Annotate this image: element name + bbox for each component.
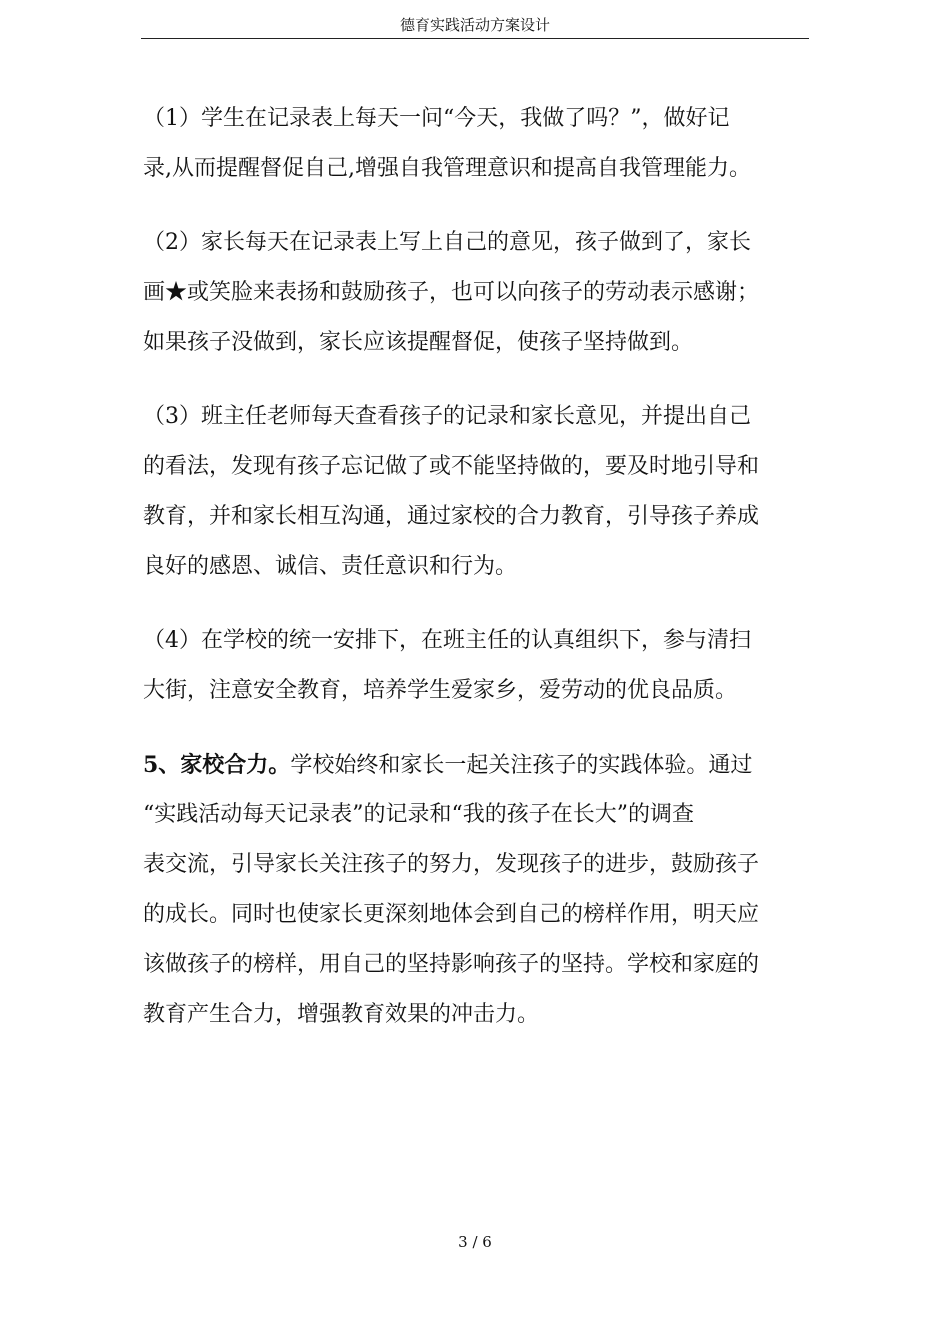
text-line: 教育，并和家长相互沟通，通过家校的合力教育，引导孩子养成 [143, 504, 760, 529]
text-line: 该做孩子的榜样，用自己的坚持影响孩子的坚持。学校和家庭的 [143, 952, 760, 977]
text-line [143, 740, 815, 790]
page-number: 3 / 6 [458, 1233, 492, 1251]
text-line: 的成长。同时也使家长更深刻地体会到自己的榜样作用，明天应 [143, 902, 760, 927]
page-header-title: 德育实践活动方案设计 [399, 16, 550, 34]
text-line: 良好的感恩、诚信、责任意识和行为。 [143, 554, 518, 579]
section-heading: 5、家校合力。 [143, 752, 291, 778]
text-run: 学校始终和家长一起关注孩子的实践体验。通过 [290, 753, 753, 778]
text-line: 教育产生合力，增强教育效果的冲击力。 [143, 1002, 540, 1027]
paragraph-2 [143, 218, 815, 368]
paragraph-5 [143, 740, 815, 1040]
text-line: “实践活动每天记录表”的记录和“我的孩子在长大”的调查 [143, 802, 694, 827]
text-line: （2）家长每天在记录表上写上自己的意见，孩子做到了，家长 [143, 230, 751, 255]
text-line: 表交流，引导家长关注孩子的努力，发现孩子的进步，鼓励孩子 [143, 852, 760, 877]
paragraph-3 [143, 392, 815, 592]
paragraph-1 [143, 94, 815, 194]
paragraph-4 [143, 616, 815, 716]
text-line: （3）班主任老师每天查看孩子的记录和家长意见，并提出自己 [143, 404, 751, 429]
text-line: （4）在学校的统一安排下，在班主任的认真组织下，参与清扫 [143, 628, 751, 653]
header-divider [141, 38, 809, 39]
text-line: 录,从而提醒督促自己,增强自我管理意识和提高自我管理能力。 [143, 156, 751, 181]
text-line: （1）学生在记录表上每天一问“今天，我做了吗？”，做好记 [143, 106, 730, 131]
text-line: 如果孩子没做到，家长应该提醒督促，使孩子坚持做到。 [143, 330, 694, 355]
text-line: 的看法，发现有孩子忘记做了或不能坚持做的，要及时地引导和 [143, 454, 760, 479]
text-line: 画★或笑脸来表扬和鼓励孩子，也可以向孩子的劳动表示感谢； [143, 280, 760, 305]
text-line: 大街，注意安全教育，培养学生爱家乡，爱劳动的优良品质。 [143, 678, 738, 703]
document-body [143, 94, 815, 1064]
